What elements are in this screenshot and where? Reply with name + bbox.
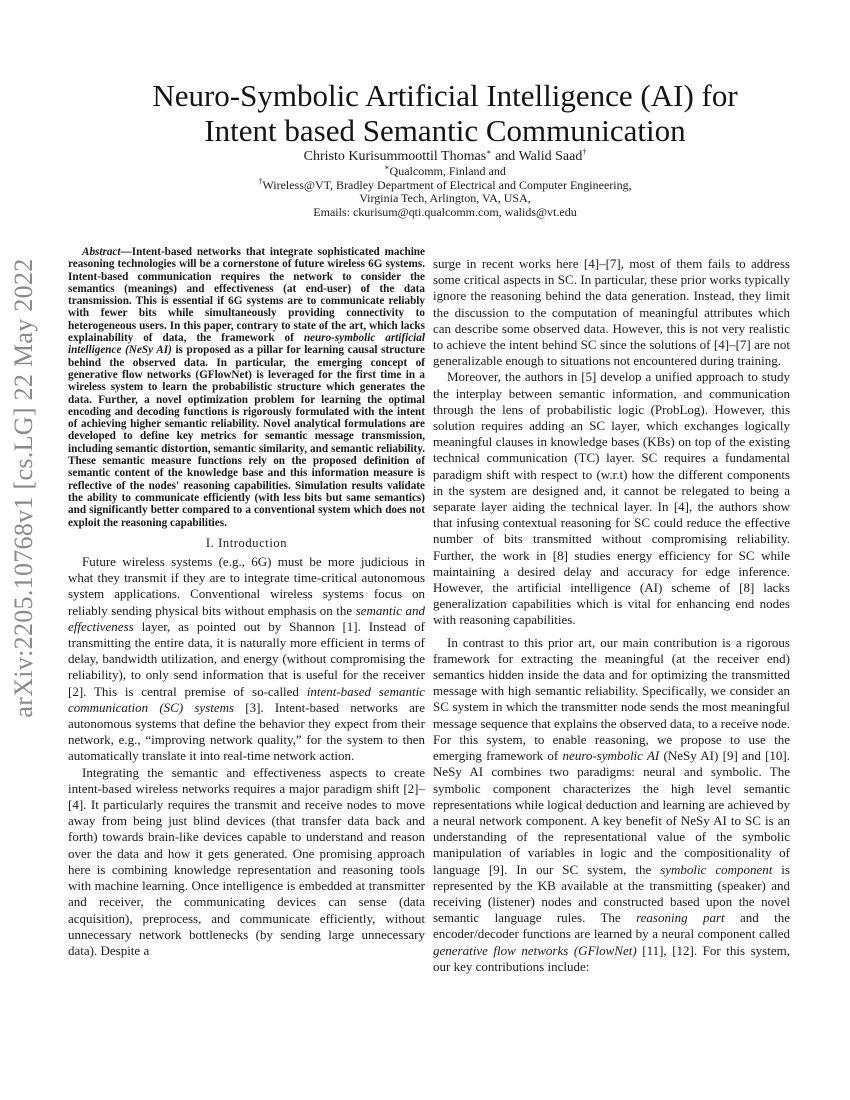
left-column: [68, 246, 425, 959]
right-p3-emphasis-1: neuro-symbolic AI: [562, 748, 660, 764]
right-p3-text-3: is represented by the KB available at the transmitting (speaker) and receiving (listener) nodes and constructed based upon the novel semantic language rules. The: [433, 861, 790, 926]
abstract-text-2: is proposed as a pillar for learning causal structure behind the observed data. In particular, the emerging concept of generative flow networks (GFlowNet) is leveraged for the first time in a wireless system to learn the probabilistic structure which generates the data. Further, a novel optimization problem for learning the optimal encoding and decoding functions is rigorously formulated with the intent of achieving higher semantic reliability. Novel analytical formulations are developed to define key metrics for semantic message transmission, including semantic distortion, semantic similarity, and semantic reliability. These semantic measure functions rely on the proposed definition of semantic content of the knowledge base and this information measure is reflective of the nodes' reasoning capabilities. Simulation results validate the ability to communicate efficiently (with less bits but same semantics) and significantly better compared to a conventional system which does not exploit the reasoning capabilities.: [68, 344, 426, 529]
affiliation-1-text: Qualcomm, Finland and: [389, 164, 506, 178]
abstract-text-1: Intent-based networks that integrate sophisticated machine reasoning technologies will be a cornerstone of future wireless 6G systems. Intent-based communication requires the network to consider the semantics (meanings) and effectiveness (at end-user) of the data transmission. This is essential if 6G systems are to communicate reliably with fewer bits while simultaneously providing connectivity to heterogeneous users. In this paper, contrary to state of the art, which lacks explainability of data, the framework of: [68, 246, 425, 345]
title-line-1: Neuro-Symbolic Artificial Intelligence (AI) for: [152, 78, 738, 113]
abstract-emphasis: neuro-symbolic artificial intelligence (NeSy AI): [68, 332, 425, 357]
affiliation-2-mark: †: [258, 177, 263, 186]
intro-paragraph-1: [68, 554, 425, 765]
section-heading-introduction: I. Introduction: [205, 535, 288, 550]
intro-paragraph-2: Integrating the semantic and effectiveness aspects to create intent-based wireless networks requires a major paradigm shift [2]–[4]. It particularly requires the transmit and receive nodes to move away from being just blind devices (that transfer data back and forth) towards brain-like devices capable to understand and reason over the data and how it gets generated. One promising approach here is combining knowledge representation and reasoning tools with machine learning. Once intelligence is embedded at transmitter and receiver, the communicating devices can sense (data acquisition), preprocess, and communicate efficiently, without unnecessary network bottlenecks (by sending large unnecessary data). Despite a: [68, 764, 425, 958]
right-p3-text-2: (NeSy AI) [9] and [10]. NeSy AI combines two paradigms: neural and symbolic. The symbolic component characterizes the high level semantic representations while logical deduction and learning are achieved by a neural network component. A key benefit of NeSy AI to SC is an understanding of the representational value of the symbolic manipulation of variables in logic and the compositionality of language [9]. In our SC system, the: [433, 748, 791, 877]
affiliation-1-mark: ∗: [384, 163, 390, 172]
right-p3-text-1: In contrast to this prior art, our main contribution is a rigorous framework for extracting the meaningful (at the receiver end) semantics hidden inside the data and for optimizing the transmitted message with high semantic reliability. Specifically, we consider an SC system in which the transmitter node sends the most meaningful message sequence that explains the observed data, to a receive node. For this system, to enable reasoning, we propose to use the emerging framework of: [433, 634, 790, 764]
intro-p1-text-3: [3]. Intent-based networks are autonomous systems that define the behavior they expect from their network, e.g., “improving network quality,” for the system to then automatically translate it into real-time network action.: [68, 699, 426, 764]
intro-p1-emphasis-1: semantic and effectiveness: [68, 602, 425, 634]
right-paragraph-3: [433, 635, 790, 975]
right-paragraph-2: Moreover, the authors in [5] develop a unified approach to study the interplay between semantic information, and communication through the lens of probabilistic logic (ProbLog). However, this solution requires adding an SC layer, which exchanges logically meaningful clauses in knowledge bases (KBs) on top of the existing technical communication (TC) layer. SC requires a fundamental paradigm shift with respect to (w.r.t) how the different components in the system are designed and, it cannot be relegated to being a separate layer aiding the technical layer. In [4], the authors show that infusing contextual reasoning for SC could reduce the effective number of bits transmitted without compromising reliability. Further, the work in [8] studies energy efficiency for SC while maintaining a desired delay and accuracy for edge inference. However, the artificial intelligence (AI) scheme of [8] lacks generalization capabilities which is vital for enhancing end nodes with reasoning capabilities.: [433, 369, 790, 628]
right-paragraph-1: surge in recent works here [4]–[7], most of them fails to address some critical aspects in SC. In particular, these prior works typically ignore the reasoning behind the data generation. Instead, they limit the discussion to the computation of meaningful attributes which can describe some observed data. However, this is not very realistic to achieve the intent behind SC since the solutions of [4]–[7] are not generalizable enough to situations not encountered during training.: [433, 256, 790, 369]
affiliation-2-text: Wireless@VT, Bradley Department of Electrical and Computer Engineering,: [262, 178, 632, 192]
right-p3-emphasis-2: symbolic component: [660, 861, 773, 877]
abstract-label: Abstract: [82, 246, 121, 258]
author-emails: Emails: ckurisum@qti.qualcomm.com, walids@vt.edu: [313, 205, 577, 219]
author-conjunction: and: [491, 149, 519, 164]
arxiv-identifier-text: arXiv:2205.10768v1 [cs.LG] 22 May 2022: [9, 258, 38, 718]
right-p3-emphasis-3: reasoning part: [636, 910, 725, 926]
right-p3-emphasis-4: generative flow networks (GFlowNet): [433, 942, 637, 958]
right-column: [433, 256, 790, 975]
author-2: Walid Saad: [518, 149, 583, 164]
author-1: Christo Kurisummoottil Thomas: [303, 149, 487, 164]
arxiv-identifier: [2, 258, 46, 718]
title-line-2: Intent based Semantic Communication: [204, 113, 686, 148]
intro-p1-text-2: layer, as pointed out by Shannon [1]. Instead of transmitting the entire data, it is naturally more efficient in terms of delay, bandwidth utilization, and energy (without compromising the reliability), to only send information that is useful for the receiver [2]. This is central premise of so-called: [68, 618, 425, 699]
abstract: [68, 246, 425, 529]
author-line: [60, 149, 830, 165]
affiliation-1: [60, 165, 830, 178]
affiliation-location: Virginia Tech, Arlington, VA, USA,: [359, 191, 531, 205]
paper-title: [60, 78, 830, 148]
right-p3-text-5: [11], [12]. For this system, our key contributions include:: [433, 942, 790, 974]
right-p3-text-4: and the encoder/decoder functions are learned by a neural component called: [433, 910, 790, 942]
abstract-dash: —: [120, 246, 132, 258]
author-2-mark: †: [582, 147, 587, 157]
intro-p1-text-1: Future wireless systems (e.g., 6G) must be more judicious in what they transmit if they are to integrate time-critical autonomous system applications. Conventional wireless systems focus on reliably sending physical bits without emphasis on the: [68, 554, 425, 618]
author-1-mark: ∗: [486, 147, 492, 157]
intro-p1-emphasis-2: intent-based semantic communication (SC) systems: [68, 683, 425, 715]
